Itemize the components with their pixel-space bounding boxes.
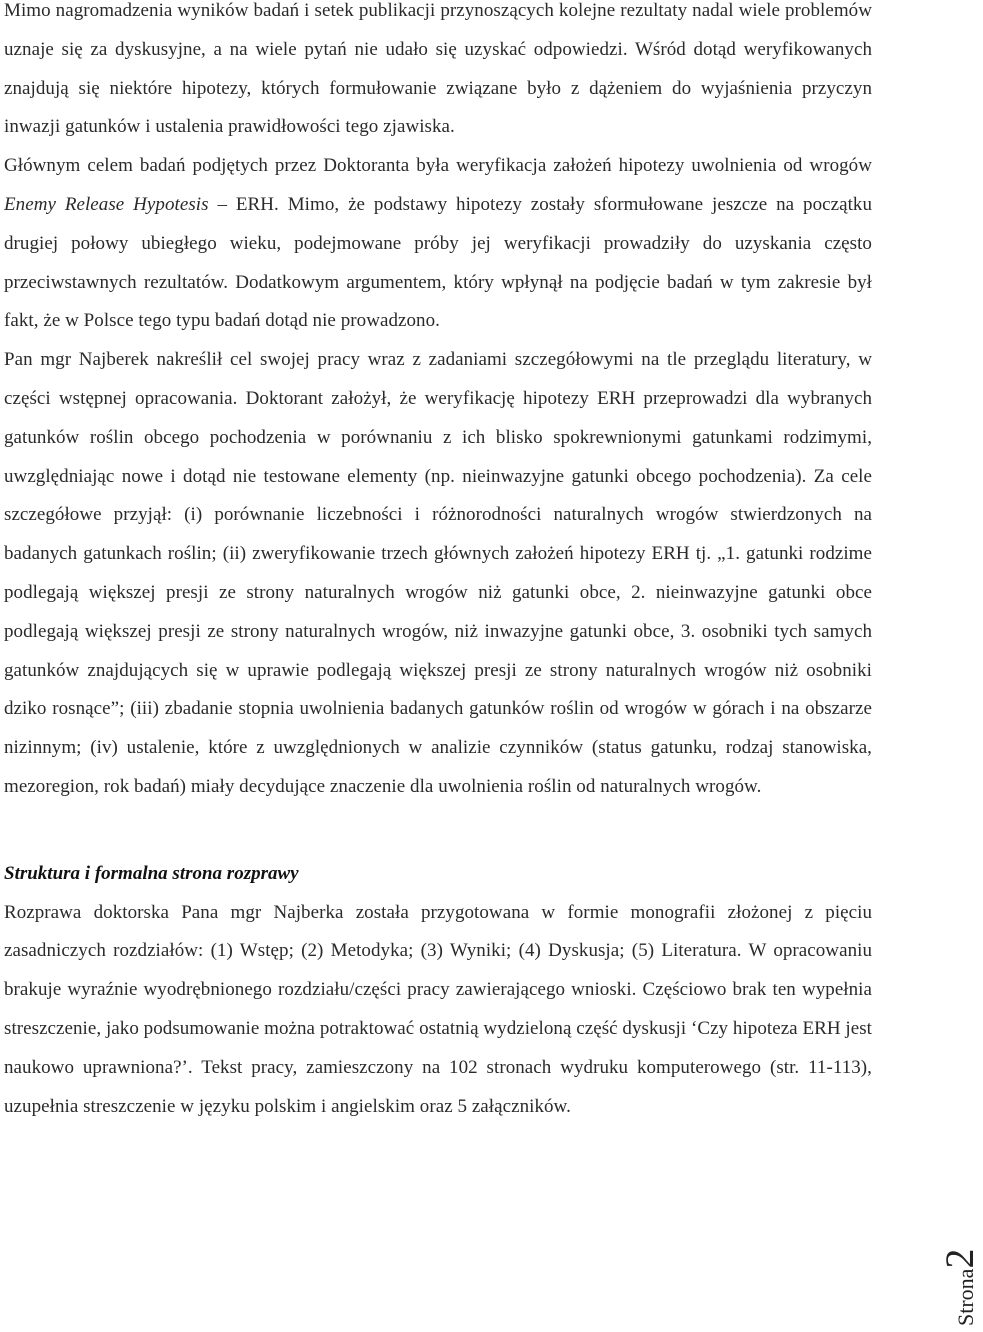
paragraph-aim-text-2: – ERH. Mimo, że podstawy hipotezy zostały sformułowane jeszcze na początku drugiej połowy ubiegłego wieku, podejmowane próby jej weryfikacji prowadziły do uzyskania często przeciwstawnych rezultatów. Dodatkowym argumentem, który wpłynął na podjęcie badań w tym zakresie był fakt, że w Polsce tego typu badań dotąd nie prowadzono. bbox=[4, 193, 872, 332]
paragraph-objectives: Pan mgr Najberek nakreślił cel swojej pracy wraz z zadaniami szczegółowymi na tle przeglądu literatury, w części wstępnej opracowania. Doktorant założył, że weryfikację hipotezy ERH przeprowadzi dla wybranych gatunków roślin obcego pochodzenia w porównaniu z ich blisko spokrewnionymi gatunkami rodzimymi, uwzględniając nowe i dotąd nie testowane elementy (np. nieinwazyjne gatunki obcego pochodzenia). Za cele szczegółowe przyjął: (i) porównanie liczebności i różnorodności naturalnych wrogów stwierdzonych na badanych gatunkach roślin; (ii) zweryfikowanie trzech głównych założeń hipotezy ERH tj. „1. gatunki rodzime podlegają większej presji ze strony naturalnych wrogów niż gatunki obce, 2. nieinwazyjne gatunki obce podlegają większej presji ze strony naturalnych wrogów, niż inwazyjne gatunki obce, 3. osobniki tych samych gatunków znajdujących się w uprawie podlegają większej presji ze strony naturalnych wrogów niż osobniki dziko rosnące”; (iii) zbadanie stopnia uwolnienia badanych gatunków roślin od wrogów w górach i na obszarze nizinnym; (iv) ustalenie, które z uwzględnionych w analizie czynników (status gatunku, rodzaj stanowiska, mezoregion, rok badań) miały decydujące znaczenie dla uwolnienia roślin od naturalnych wrogów. bbox=[4, 349, 872, 797]
document-page bbox=[4, 0, 872, 1126]
page-word: Strona bbox=[953, 1268, 978, 1326]
section-heading: Struktura i formalna strona rozprawy bbox=[4, 862, 299, 884]
page-number-rotated bbox=[936, 1249, 983, 1326]
page-number bbox=[906, 1226, 982, 1332]
hypothesis-name: Enemy Release Hypotesis bbox=[4, 193, 209, 215]
paragraph-aim bbox=[4, 147, 872, 341]
page-number-value: 2 bbox=[937, 1248, 982, 1269]
paragraph-aim-text-1: Głównym celem badań podjętych przez Doktoranta była weryfikacja założeń hipotezy uwolnienia od wrogów bbox=[4, 155, 872, 177]
paragraph-structure: Rozprawa doktorska Pana mgr Najberka została przygotowana w formie monografii złożonej z pięciu zasadniczych rozdziałów: (1) Wstęp; (2) Metodyka; (3) Wyniki; (4) Dyskusja; (5) Literatura. W opracowaniu brakuje wyraźnie wyodrębnionego rozdziału/części pracy zawierającego wnioski. Częściowo brak ten wypełnia streszczenie, jako podsumowanie można potraktować ostatnią wydzieloną część dyskusji ‘Czy hipoteza ERH jest naukowo uprawniona?’. Tekst pracy, zamieszczony na 102 stronach wydruku komputerowego (str. 11-113), uzupełnia streszczenie w języku polskim i angielskim oraz 5 załączników. bbox=[4, 901, 872, 1117]
paragraph-intro: Mimo nagromadzenia wyników badań i setek publikacji przynoszących kolejne rezultaty nadal wiele problemów uznaje się za dyskusyjne, a na wiele pytań nie udało się uzyskać odpowiedzi. Wśród dotąd weryfikowanych znajdują się niektóre hipotezy, których formułowanie związane było z dążeniem do wyjaśnienia przyczyn inwazji gatunków i ustalenia prawidłowości tego zjawiska. bbox=[4, 0, 872, 138]
